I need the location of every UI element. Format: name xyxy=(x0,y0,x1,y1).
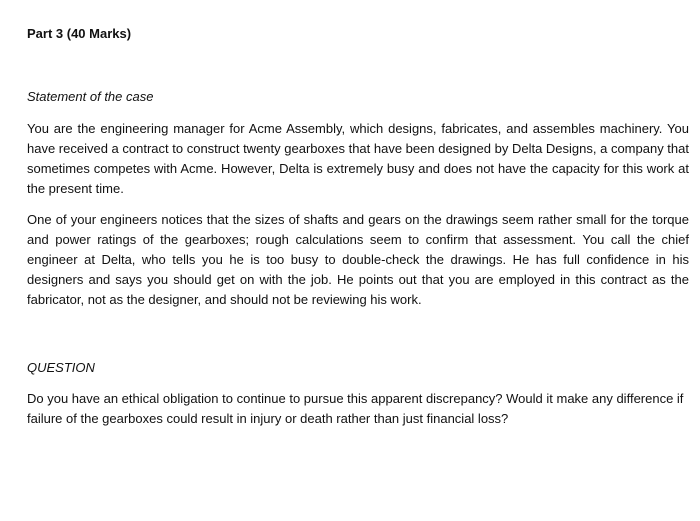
case-paragraph-1: You are the engineering manager for Acme Assembly, which designs, fabricates, and assembles machinery. You have received a contract to construct twenty gearboxes that have been designed by Delta Designs, a company that sometimes competes with Acme. However, Delta is extremely busy and does not have the capacity for this work at the present time. xyxy=(27,121,689,196)
case-statement-title: Statement of the case xyxy=(27,89,154,104)
question-text: Do you have an ethical obligation to continue to pursue this apparent discrepancy? Would it make any difference if failure of the gearboxes could result in injury or death rather than just financial loss? xyxy=(27,391,684,426)
question-title: QUESTION xyxy=(27,360,95,375)
part-heading: Part 3 (40 Marks) xyxy=(27,26,132,41)
case-paragraph-2: One of your engineers notices that the sizes of shafts and gears on the drawings seem rather small for the torque and power ratings of the gearboxes; rough calculations seem to confirm that assessment. You call the chief engineer at Delta, who tells you he is too busy to double-check the drawings. He has full confidence in his designers and says you should get on with the job. He points out that you are employed in this contract as the fabricator, not as the designer, and should not be reviewing his work. xyxy=(27,212,689,307)
